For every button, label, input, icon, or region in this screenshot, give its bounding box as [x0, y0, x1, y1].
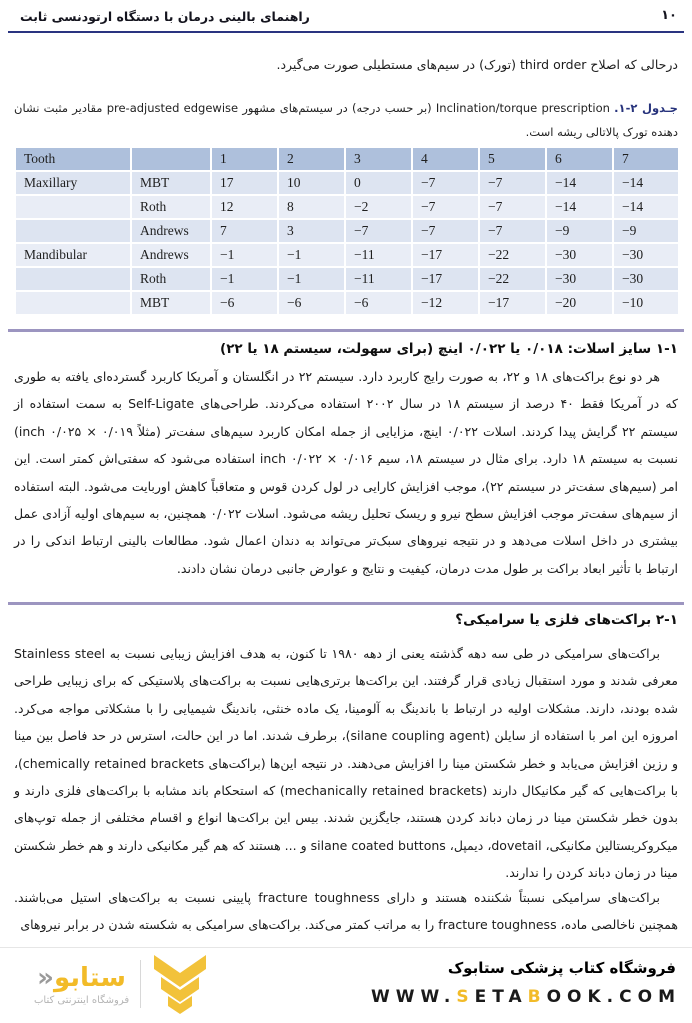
cell-value: −22: [479, 243, 546, 267]
setabook-wordmark: [37, 963, 126, 993]
col-header-5: 5: [479, 147, 546, 171]
col-header-4: 4: [412, 147, 479, 171]
cell-value: −14: [546, 171, 613, 195]
cell-value: −7: [412, 171, 479, 195]
wordmark-main: ستابو: [53, 962, 126, 993]
cell-value: −7: [412, 195, 479, 219]
cell-value: −14: [546, 195, 613, 219]
section-2-1-body-paragraph-2: براکت‌های سرامیکی نسبتاً شکننده هستند و دارای fracture toughness پایینی نسبت به براکت‌های استیل می‌باشند. همچنین ناخالصی ماده، fracture toughness را به مراتب کمتر می‌کند. براکت‌های سرامیکی به شکسته شدن در برابر نیروهای: [14, 890, 678, 933]
col-header-2: 2: [278, 147, 345, 171]
section-1-1-body: هر دو نوع براکت‌های ۱۸ و ۲۲، به صورت رایج کاربرد دارد. سیستم ۲۲ در انگلستان و آمریکا کاربرد گسترده‌ای یافته به طوری که در آمریکا فقط ۴۰ درصد از سیستم ۱۸ در سال ۲۰۰۲ استفاده می‌کردند. طراحی‌های Self-Ligate به سمت استفاده از سیستم ۲۲ گرایش پیدا کردند. اسلات ۰/۰۲۲ اینچ، مزایایی از جمله امکان کاربرد سیم‌های سفت‌تر (مثلاً ۰/۰۱۹ × ۰/۰۲۵ inch) نسبت به سیستم ۱۸ دارد. برای مثال در سیستم ۱۸، سیم ۰/۰۱۶ × ۰/۰۲۲ inch استفاده می‌شود که سفتی‌اش کمتر است. این امر (سیم‌های سفت‌تر در سیستم ۲۲)، موجب افزایش کارایی در لول کردن قوس و متعاقباً کاهش اوربایت می‌شود. البته استفاده از سیم‌های سفت‌تر موجب افزایش سطح نیرو و ریسک تحلیل ریشه می‌شود. اسلات ۰/۰۲۲ همچنین، به سیم‌های اولیه آزادی عمل بیشتری در داخل اسلات می‌دهد و در نتیجه نیروهای سبک‌تر می‌تواند به دندان اعمال شود. مطالعات بالینی ارتباط اندکی را در ارتباط با تأثیر ابعاد براکت بر طول مدت درمان، کیفیت و نتایج و عوارض جانبی درمان نشان دادند.: [14, 369, 679, 576]
cell-system: MBT: [131, 171, 211, 195]
cell-value: −14: [613, 171, 679, 195]
cell-value: −14: [613, 195, 679, 219]
table-row: [15, 171, 679, 195]
cell-value: −30: [546, 267, 613, 291]
cell-value: 10: [278, 171, 345, 195]
cell-value: −10: [613, 291, 679, 315]
cell-value: −12: [412, 291, 479, 315]
cell-value: −1: [211, 267, 278, 291]
cell-value: −7: [479, 195, 546, 219]
cell-value: −11: [345, 243, 412, 267]
cell-system: Roth: [131, 267, 211, 291]
url-segment: ETA: [474, 987, 528, 1007]
header-rule: [8, 31, 684, 33]
setabook-logo: [34, 951, 208, 1017]
footer-rule: [0, 947, 692, 948]
cell-value: −9: [546, 219, 613, 243]
url-segment: OOK.COM: [546, 987, 681, 1007]
table-caption: [14, 96, 678, 144]
table-row: [15, 219, 679, 243]
cell-value: 3: [278, 219, 345, 243]
wordmark-accent: «: [37, 962, 54, 993]
cell-value: −17: [479, 291, 546, 315]
intro-paragraph: درحالی که اصلاح third order (تورک) در سیم‌های مستطیلی صورت می‌گیرد.: [276, 57, 678, 72]
url-segment-accent: S: [456, 987, 475, 1007]
cell-value: −30: [613, 267, 679, 291]
table-caption-text: Inclination/torque prescription (بر حسب درجه) در سیستم‌های مشهور pre-adjusted edgewise مقادیر مثبت نشان دهنده تورک پالاتالی ریشه است.: [14, 101, 678, 139]
cell-value: −1: [278, 267, 345, 291]
cell-value: 8: [278, 195, 345, 219]
cell-value: −20: [546, 291, 613, 315]
section-divider-rule: [8, 329, 684, 332]
cell-group: [15, 267, 131, 291]
section-1-1-heading: ۱-۱ سایز اسلات: ۰/۰۱۸ یا ۰/۰۲۲ اینچ (برای سهولت، سیستم ۱۸ یا ۲۲): [220, 341, 678, 357]
cell-value: −11: [345, 267, 412, 291]
cell-value: −30: [546, 243, 613, 267]
cell-value: −2: [345, 195, 412, 219]
cell-value: −7: [479, 171, 546, 195]
cell-group: [15, 195, 131, 219]
col-header-tooth: Tooth: [15, 147, 131, 171]
cell-value: −1: [211, 243, 278, 267]
table-row: [15, 267, 679, 291]
col-header-7: 7: [613, 147, 679, 171]
section-2-1-heading: ۲-۱ براکت‌های فلزی یا سرامیکی؟: [455, 612, 678, 628]
section-divider-rule: [8, 602, 684, 605]
cell-group: Mandibular: [15, 243, 131, 267]
table-row: [15, 243, 679, 267]
cell-value: −6: [345, 291, 412, 315]
torque-prescription-table: [14, 146, 680, 316]
cell-value: 7: [211, 219, 278, 243]
footer-store-title: فروشگاه کتاب پزشکی ستابوک: [447, 959, 676, 977]
section-2-1-body-paragraph-1: براکت‌های سرامیکی در طی سه دهه گذشته یعنی از دهه ۱۹۸۰ تا کنون، به هدف افزایش زیبایی نسبت به Stainless steel معرفی شدند و مورد استقبال زیادی قرار گرفتند. این براکت‌ها برتری‌هایی نسبت به براکت‌های پلاستیکی که برای زیبایی طراحی شده بودند، دارند. مشکلات اولیه در ارتباط با باندینگ به آلومینا، یک ماده خنثی، باندینگ شیمیایی را با مشکلاتی مواجه می‌کرد. امروزه این امر با استفاده از سایلن (silane coupling agent)، برطرف شدند. اما در این حالت، استرس در حد فاصل بین مینا و رزین افزایش می‌یابد و خطر شکستن مینا را افزایش می‌دهند. در نتیجه این‌ها (براکت‌های chemically retained brackets)، با براکت‌هایی که گیر مکانیکال دارند (mechanically retained brackets) که استحکام باند مشابه با براکت‌های فلزی دارند و بدون خطر شکستن مینا در زمان دباند کردن هستند، جایگزین شدند. بیس این براکت‌ها انواع و اقسام مختلفی از جمله توپ‌های میکروکریستالین مکانیکی، dovetail، دیمپل، silane coated buttons و ... هستند که هم گیر مکانیکی دارند و هم خطر شکستن مینا در زمان دباند کردن را ندارند.: [14, 646, 679, 881]
cell-system: Andrews: [131, 219, 211, 243]
url-segment: WWW.: [371, 987, 457, 1007]
setabook-logo-subtitle: فروشگاه اینترنتی کتاب: [34, 994, 130, 1006]
table-caption-label: جـدول ۲-۱.: [614, 101, 678, 115]
cell-value: −7: [479, 219, 546, 243]
page-number: ۱۰: [661, 8, 677, 23]
cell-group: [15, 291, 131, 315]
footer-website-link[interactable]: [371, 987, 681, 1007]
setabook-chevron-icon: [152, 953, 208, 1015]
cell-system: MBT: [131, 291, 211, 315]
cell-value: 12: [211, 195, 278, 219]
logo-divider: [140, 960, 141, 1008]
cell-value: −1: [278, 243, 345, 267]
col-header-1: 1: [211, 147, 278, 171]
col-header-3: 3: [345, 147, 412, 171]
book-title: راهنمای بالینی درمان با دستگاه ارتودنسی ثابت: [20, 9, 310, 24]
cell-group: [15, 219, 131, 243]
table-row: [15, 195, 679, 219]
col-header-system: [131, 147, 211, 171]
cell-value: −7: [345, 219, 412, 243]
cell-value: 17: [211, 171, 278, 195]
url-segment-accent: B: [527, 987, 547, 1007]
cell-system: Andrews: [131, 243, 211, 267]
cell-value: 0: [345, 171, 412, 195]
cell-value: −30: [613, 243, 679, 267]
cell-value: −7: [412, 219, 479, 243]
table-row: [15, 291, 679, 315]
cell-value: −6: [211, 291, 278, 315]
col-header-6: 6: [546, 147, 613, 171]
cell-value: −9: [613, 219, 679, 243]
table-header-row: [15, 147, 679, 171]
cell-system: Roth: [131, 195, 211, 219]
cell-group: Maxillary: [15, 171, 131, 195]
setabook-logo-text: [34, 963, 129, 1006]
cell-value: −22: [479, 267, 546, 291]
cell-value: −6: [278, 291, 345, 315]
cell-value: −17: [412, 243, 479, 267]
cell-value: −17: [412, 267, 479, 291]
